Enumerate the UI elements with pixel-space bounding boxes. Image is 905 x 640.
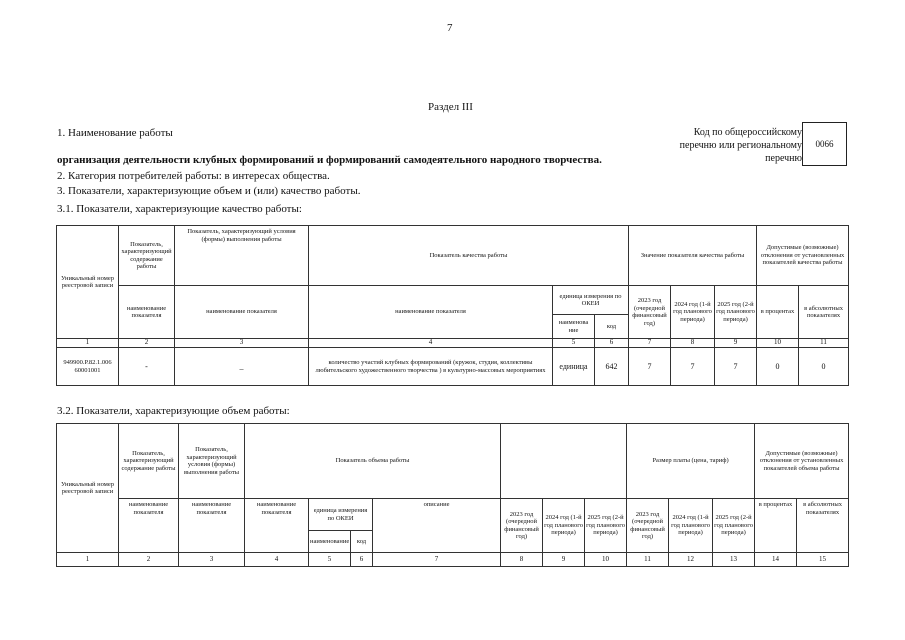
v-sub-description: описание xyxy=(373,499,501,553)
work-name-label: 1. Наименование работы xyxy=(57,127,173,139)
v-col-registry: Уникальный номер реестровой записи xyxy=(57,424,119,553)
q-col-quality-value: Значение показателя качества работы xyxy=(629,226,757,286)
q-sub-year-2024: 2024 год (1-й год планового периода) xyxy=(671,286,715,339)
q-row-registry: 949900.Р.82.1.006 60001001 xyxy=(57,348,119,386)
q-sub-indicator-name: наименование показателя xyxy=(309,286,553,339)
consumer-category: 2. Категория потребителей работы: в интересах общества. xyxy=(57,170,330,182)
v-num: 6 xyxy=(351,553,373,567)
q-row-dev-percent: 0 xyxy=(757,348,799,386)
v-num: 9 xyxy=(543,553,585,567)
q-num: 9 xyxy=(715,339,757,348)
q-row-indicator: количество участий клубных формирований (кружок, студия, коллективы любительского художественного творчества ) в культурно-массовых мероприятиях xyxy=(309,348,553,386)
v-sub-fee-2023: 2023 год (очередной финансовый год) xyxy=(627,499,669,553)
v-num: 3 xyxy=(179,553,245,567)
v-sub-content-name: наименование показателя xyxy=(119,499,179,553)
q-sub-year-2025: 2025 год (2-й год планового периода) xyxy=(715,286,757,339)
v-sub-year-2025: 2025 год (2-й год планового периода) xyxy=(585,499,627,553)
work-name-value: организация деятельности клубных формирований и формирований самодеятельного народного творчества. xyxy=(57,154,602,166)
q-col-deviation: Допустимые (возможные) отклонения от установленных показателей качества работы xyxy=(757,226,849,286)
volume-heading: 3.2. Показатели, характеризующие объем работы: xyxy=(57,405,290,417)
v-num: 13 xyxy=(713,553,755,567)
v-col-blank xyxy=(501,424,627,499)
v-num: 1 xyxy=(57,553,119,567)
q-number-row xyxy=(57,339,849,348)
v-num: 14 xyxy=(755,553,797,567)
v-num: 10 xyxy=(585,553,627,567)
q-num: 8 xyxy=(671,339,715,348)
q-col-registry: Уникальный номер реестровой записи xyxy=(57,226,119,339)
v-num: 11 xyxy=(627,553,669,567)
q-col-conditions: Показатель, характеризующий условия (формы) выполнения работы xyxy=(175,226,309,286)
v-col-conditions: Показатель, характеризующий условия (формы) выполнения работы xyxy=(179,424,245,499)
q-sub-unit-code: код xyxy=(595,315,629,339)
q-num: 2 xyxy=(119,339,175,348)
v-num: 8 xyxy=(501,553,543,567)
v-sub-year-2024: 2024 год (1-й год планового периода) xyxy=(543,499,585,553)
q-sub-unit: единица измерения по ОКЕИ xyxy=(553,286,629,315)
q-sub-conditions-name: наименование показателя xyxy=(175,286,309,339)
q-num: 6 xyxy=(595,339,629,348)
v-sub-unit-name: наименование xyxy=(309,531,351,553)
v-sub-percent: в процентах xyxy=(755,499,797,553)
q-col-quality-indicator: Показатель качества работы xyxy=(309,226,629,286)
indicators-line: 3. Показатели, характеризующие объем и (или) качество работы. xyxy=(57,185,361,197)
q-row-conditions: _ xyxy=(175,348,309,386)
page-number: 7 xyxy=(447,22,453,34)
q-sub-year-2023: 2023 год (очередной финансовый год) xyxy=(629,286,671,339)
v-col-deviation: Допустимые (возможные) отклонения от установленных показателей объема работы xyxy=(755,424,849,499)
q-row-dev-absolute: 0 xyxy=(799,348,849,386)
quality-heading: 3.1. Показатели, характеризующие качество работы: xyxy=(57,203,302,215)
q-col-content: Показатель, характеризующий содержание работы xyxy=(119,226,175,286)
q-sub-absolute: в абсолютных показателях xyxy=(799,286,849,339)
q-row-unit-code: 642 xyxy=(595,348,629,386)
q-num: 5 xyxy=(553,339,595,348)
q-row-unit-name: единица xyxy=(553,348,595,386)
q-data-row xyxy=(57,348,849,386)
q-num: 4 xyxy=(309,339,553,348)
q-row-content: - xyxy=(119,348,175,386)
v-number-row xyxy=(57,553,849,567)
q-sub-unit-name: наименова ние xyxy=(553,315,595,339)
v-sub-year-2023: 2023 год (очередной финансовый год) xyxy=(501,499,543,553)
v-sub-unit: единица измерения по ОКЕИ xyxy=(309,499,373,531)
q-row-2025: 7 xyxy=(715,348,757,386)
q-sub-content-name: наименование показателя xyxy=(119,286,175,339)
v-num: 7 xyxy=(373,553,501,567)
q-num: 10 xyxy=(757,339,799,348)
okved-code-box: 0066 xyxy=(802,122,847,166)
v-num: 15 xyxy=(797,553,849,567)
section-title: Раздел III xyxy=(428,101,473,113)
q-row-2023: 7 xyxy=(629,348,671,386)
v-col-fee: Размер платы (цена, тариф) xyxy=(627,424,755,499)
v-sub-unit-code: код xyxy=(351,531,373,553)
v-num: 5 xyxy=(309,553,351,567)
okved-label: Код по общероссийскому перечню или региональному перечню xyxy=(679,127,802,164)
q-num: 1 xyxy=(57,339,119,348)
quality-table xyxy=(56,225,849,386)
v-num: 2 xyxy=(119,553,179,567)
v-col-volume-indicator: Показатель объема работы xyxy=(245,424,501,499)
v-sub-fee-2024: 2024 год (1-й год планового периода) xyxy=(669,499,713,553)
q-num: 11 xyxy=(799,339,849,348)
v-sub-fee-2025: 2025 год (2-й год планового периода) xyxy=(713,499,755,553)
v-num: 4 xyxy=(245,553,309,567)
v-sub-conditions-name: наименование показателя xyxy=(179,499,245,553)
v-num: 12 xyxy=(669,553,713,567)
q-sub-percent: в процентах xyxy=(757,286,799,339)
volume-table xyxy=(56,423,849,567)
q-row-2024: 7 xyxy=(671,348,715,386)
v-col-content: Показатель, характеризующий содержание работы xyxy=(119,424,179,499)
v-sub-absolute: в абсолютных показателях xyxy=(797,499,849,553)
q-num: 7 xyxy=(629,339,671,348)
v-sub-indicator-name: наименование показателя xyxy=(245,499,309,553)
q-num: 3 xyxy=(175,339,309,348)
